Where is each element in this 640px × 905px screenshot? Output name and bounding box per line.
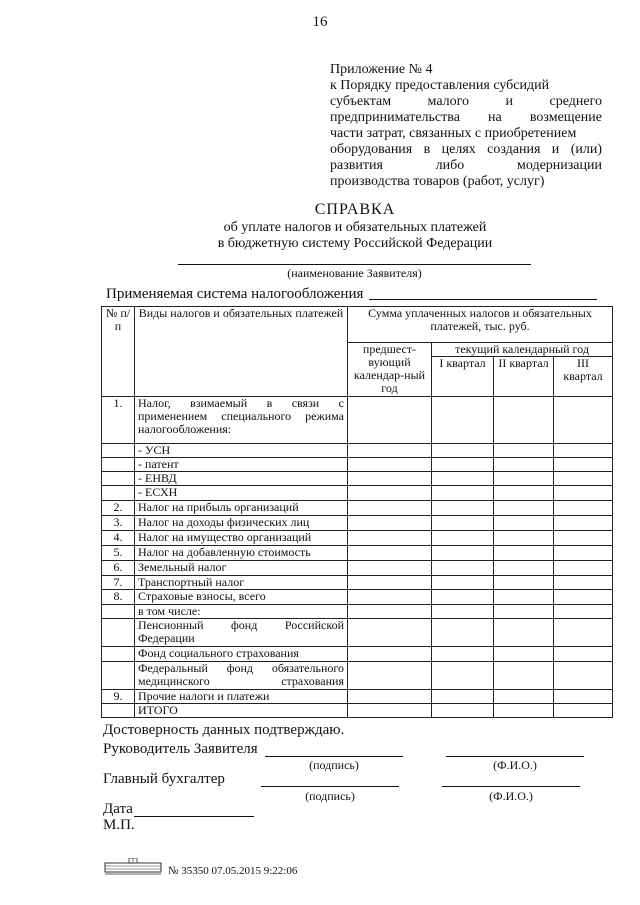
amount-cell-q2[interactable] — [494, 397, 554, 444]
head-signature-caption: (подпись) — [309, 758, 359, 772]
date-line[interactable] — [134, 816, 254, 817]
row-number — [102, 647, 135, 662]
amount-cell-previous-year[interactable] — [348, 444, 432, 458]
amount-cell-q2[interactable] — [494, 576, 554, 590]
amount-cell-q1[interactable] — [432, 501, 494, 516]
row-number: 7. — [102, 576, 135, 590]
table-row — [102, 501, 613, 516]
amount-cell-q1[interactable] — [432, 472, 494, 486]
appendix-title: Приложение № 4 — [330, 62, 433, 77]
row-number: 9. — [102, 690, 135, 704]
amount-cell-q3[interactable] — [554, 458, 613, 472]
amount-cell-q2[interactable] — [494, 444, 554, 458]
registry-stamp-text: № 35350 07.05.2015 9:22:06 — [168, 865, 298, 877]
amount-cell-previous-year[interactable] — [348, 590, 432, 605]
amount-cell-q3[interactable] — [554, 561, 613, 576]
accountant-signature-line[interactable] — [261, 786, 399, 787]
appendix-line: к Порядку предоставления субсидий — [330, 78, 550, 93]
amount-cell-q2[interactable] — [494, 458, 554, 472]
accountant-fio-line[interactable] — [442, 786, 580, 787]
amount-cell-q3[interactable] — [554, 472, 613, 486]
header-q3: III квартал — [554, 357, 613, 397]
row-number — [102, 662, 135, 690]
amount-cell-q1[interactable] — [432, 704, 494, 718]
row-number — [102, 472, 135, 486]
amount-cell-q1[interactable] — [432, 546, 494, 561]
appendix-line: субъектам малого и среднего — [330, 94, 602, 109]
table-row — [102, 619, 613, 647]
table-row — [102, 690, 613, 704]
tax-name-cell: Пенсионный фонд Российской Федерации — [135, 619, 348, 647]
amount-cell-previous-year[interactable] — [348, 662, 432, 690]
row-number — [102, 458, 135, 472]
table-row — [102, 561, 613, 576]
amount-cell-q1[interactable] — [432, 531, 494, 546]
tax-payments-table — [101, 306, 613, 718]
amount-cell-previous-year[interactable] — [348, 531, 432, 546]
row-number: 8. — [102, 590, 135, 605]
amount-cell-previous-year[interactable] — [348, 458, 432, 472]
amount-cell-previous-year[interactable] — [348, 472, 432, 486]
tax-name-cell: - ЕНВД — [135, 472, 348, 486]
tax-name-cell: Налог на доходы физических лиц — [135, 516, 348, 531]
table-row — [102, 704, 613, 718]
amount-cell-previous-year[interactable] — [348, 561, 432, 576]
amount-cell-q3[interactable] — [554, 516, 613, 531]
applicant-caption: (наименование Заявителя) — [287, 266, 422, 280]
head-fio-caption: (Ф.И.О.) — [493, 758, 537, 772]
amount-cell-q2[interactable] — [494, 501, 554, 516]
table-row — [102, 590, 613, 605]
header-q2: II квартал — [494, 357, 554, 397]
tax-name-cell: ИТОГО — [135, 704, 348, 718]
amount-cell-q2[interactable] — [494, 619, 554, 647]
amount-cell-previous-year[interactable] — [348, 619, 432, 647]
confirmation-text: Достоверность данных подтверждаю. — [103, 722, 345, 738]
appendix-line: развития либо модернизации — [330, 158, 602, 173]
table-row — [102, 472, 613, 486]
amount-cell-q1[interactable] — [432, 486, 494, 501]
table-row — [102, 516, 613, 531]
amount-cell-q1[interactable] — [432, 397, 494, 444]
table-row — [102, 605, 613, 619]
head-fio-line[interactable] — [446, 756, 584, 757]
amount-cell-q3[interactable] — [554, 704, 613, 718]
document-subtitle: в бюджетную систему Российской Федерации — [217, 236, 493, 251]
amount-cell-previous-year[interactable] — [348, 486, 432, 501]
amount-cell-q3[interactable] — [554, 576, 613, 590]
row-number: 3. — [102, 516, 135, 531]
amount-cell-q2[interactable] — [494, 472, 554, 486]
amount-cell-q1[interactable] — [432, 647, 494, 662]
amount-cell-q3[interactable] — [554, 605, 613, 619]
amount-cell-q3[interactable] — [554, 501, 613, 516]
tax-name-cell: Налог на имущество организаций — [135, 531, 348, 546]
amount-cell-previous-year[interactable] — [348, 605, 432, 619]
date-label: Дата — [103, 801, 133, 817]
amount-cell-q2[interactable] — [494, 690, 554, 704]
row-number: 6. — [102, 561, 135, 576]
appendix-block — [330, 62, 602, 190]
table-body — [102, 397, 613, 718]
amount-cell-q2[interactable] — [494, 704, 554, 718]
amount-cell-q3[interactable] — [554, 690, 613, 704]
row-number: 1. — [102, 397, 135, 444]
appendix-line: производства товаров (работ, услуг) — [330, 174, 545, 189]
registry-stamp-logo — [104, 858, 162, 876]
table-row — [102, 458, 613, 472]
header-current-year: текущий календарный год — [432, 343, 613, 357]
tax-name-cell: Налог на прибыль организаций — [135, 501, 348, 516]
appendix-line: оборудования в целях создания и (или) — [330, 142, 602, 157]
tax-name-cell: Федеральный фонд обязательного медицинского страхования — [135, 662, 348, 690]
amount-cell-q2[interactable] — [494, 605, 554, 619]
tax-name-cell: Налог, взимаемый в связи с применением специального режима налогообложения: — [135, 397, 348, 444]
row-number — [102, 619, 135, 647]
page-number: 16 — [312, 14, 328, 30]
appendix-line: части затрат, связанных с приобретением — [330, 126, 577, 141]
amount-cell-q1[interactable] — [432, 458, 494, 472]
row-number — [102, 605, 135, 619]
amount-cell-q3[interactable] — [554, 546, 613, 561]
row-number: 5. — [102, 546, 135, 561]
amount-cell-q2[interactable] — [494, 647, 554, 662]
amount-cell-q1[interactable] — [432, 619, 494, 647]
amount-cell-previous-year[interactable] — [348, 516, 432, 531]
header-num: № п/п — [102, 307, 135, 397]
amount-cell-previous-year[interactable] — [348, 501, 432, 516]
amount-cell-q3[interactable] — [554, 590, 613, 605]
amount-cell-q1[interactable] — [432, 516, 494, 531]
amount-cell-previous-year[interactable] — [348, 397, 432, 444]
amount-cell-q2[interactable] — [494, 546, 554, 561]
table-row — [102, 444, 613, 458]
accountant-signature-caption: (подпись) — [305, 789, 355, 803]
header-sum: Сумма уплаченных налогов и обязательных платежей, тыс. руб. — [348, 307, 613, 343]
amount-cell-previous-year[interactable] — [348, 576, 432, 590]
document-title-block — [0, 202, 640, 252]
accountant-fio-caption: (Ф.И.О.) — [489, 789, 533, 803]
amount-cell-q2[interactable] — [494, 516, 554, 531]
tax-name-cell: - патент — [135, 458, 348, 472]
row-number — [102, 444, 135, 458]
table-row — [102, 486, 613, 501]
head-label: Руководитель Заявителя — [103, 741, 258, 757]
stamp-place-label: М.П. — [103, 817, 135, 833]
amount-cell-q3[interactable] — [554, 531, 613, 546]
tax-name-cell: Земельный налог — [135, 561, 348, 576]
amount-cell-q3[interactable] — [554, 486, 613, 501]
table-row — [102, 546, 613, 561]
tax-name-cell: Фонд социального страхования — [135, 647, 348, 662]
amount-cell-q3[interactable] — [554, 619, 613, 647]
tax-name-cell: - ЕСХН — [135, 486, 348, 501]
document-title: СПРАВКА — [314, 201, 396, 218]
table-row — [102, 647, 613, 662]
tax-name-cell: - УСН — [135, 444, 348, 458]
header-kinds: Виды налогов и обязательных платежей — [135, 307, 348, 397]
amount-cell-q1[interactable] — [432, 605, 494, 619]
amount-cell-q2[interactable] — [494, 486, 554, 501]
amount-cell-q2[interactable] — [494, 531, 554, 546]
tax-name-cell: в том числе: — [135, 605, 348, 619]
document-subtitle: об уплате налогов и обязательных платежей — [223, 220, 487, 235]
table-row — [102, 662, 613, 690]
header-previous-year: предшест-вующий календар-ный год — [348, 343, 432, 397]
amount-cell-q1[interactable] — [432, 590, 494, 605]
tax-system-label: Применяемая система налогообложения — [106, 286, 364, 302]
amount-cell-q1[interactable] — [432, 444, 494, 458]
accountant-label: Главный бухгалтер — [103, 771, 225, 787]
amount-cell-q1[interactable] — [432, 561, 494, 576]
appendix-line: предпринимательства на возмещение — [330, 110, 602, 125]
amount-cell-q3[interactable] — [554, 397, 613, 444]
amount-cell-q1[interactable] — [432, 576, 494, 590]
amount-cell-q2[interactable] — [494, 590, 554, 605]
amount-cell-q1[interactable] — [432, 662, 494, 690]
amount-cell-q3[interactable] — [554, 444, 613, 458]
row-number — [102, 704, 135, 718]
tax-name-cell: Транспортный налог — [135, 576, 348, 590]
tax-name-cell: Налог на добавленную стоимость — [135, 546, 348, 561]
amount-cell-previous-year[interactable] — [348, 647, 432, 662]
head-signature-line[interactable] — [265, 756, 403, 757]
tax-name-cell: Прочие налоги и платежи — [135, 690, 348, 704]
row-number — [102, 486, 135, 501]
amount-cell-q3[interactable] — [554, 647, 613, 662]
amount-cell-q2[interactable] — [494, 561, 554, 576]
amount-cell-q2[interactable] — [494, 662, 554, 690]
table-row — [102, 531, 613, 546]
applicant-name-line[interactable] — [178, 264, 531, 265]
amount-cell-previous-year[interactable] — [348, 690, 432, 704]
tax-name-cell: Страховые взносы, всего — [135, 590, 348, 605]
amount-cell-q3[interactable] — [554, 662, 613, 690]
row-number: 2. — [102, 501, 135, 516]
row-number: 4. — [102, 531, 135, 546]
table-row — [102, 576, 613, 590]
table-row — [102, 397, 613, 444]
tax-system-input-line[interactable] — [369, 299, 597, 300]
amount-cell-q1[interactable] — [432, 690, 494, 704]
amount-cell-previous-year[interactable] — [348, 546, 432, 561]
header-q1: I квартал — [432, 357, 494, 397]
amount-cell-previous-year[interactable] — [348, 704, 432, 718]
